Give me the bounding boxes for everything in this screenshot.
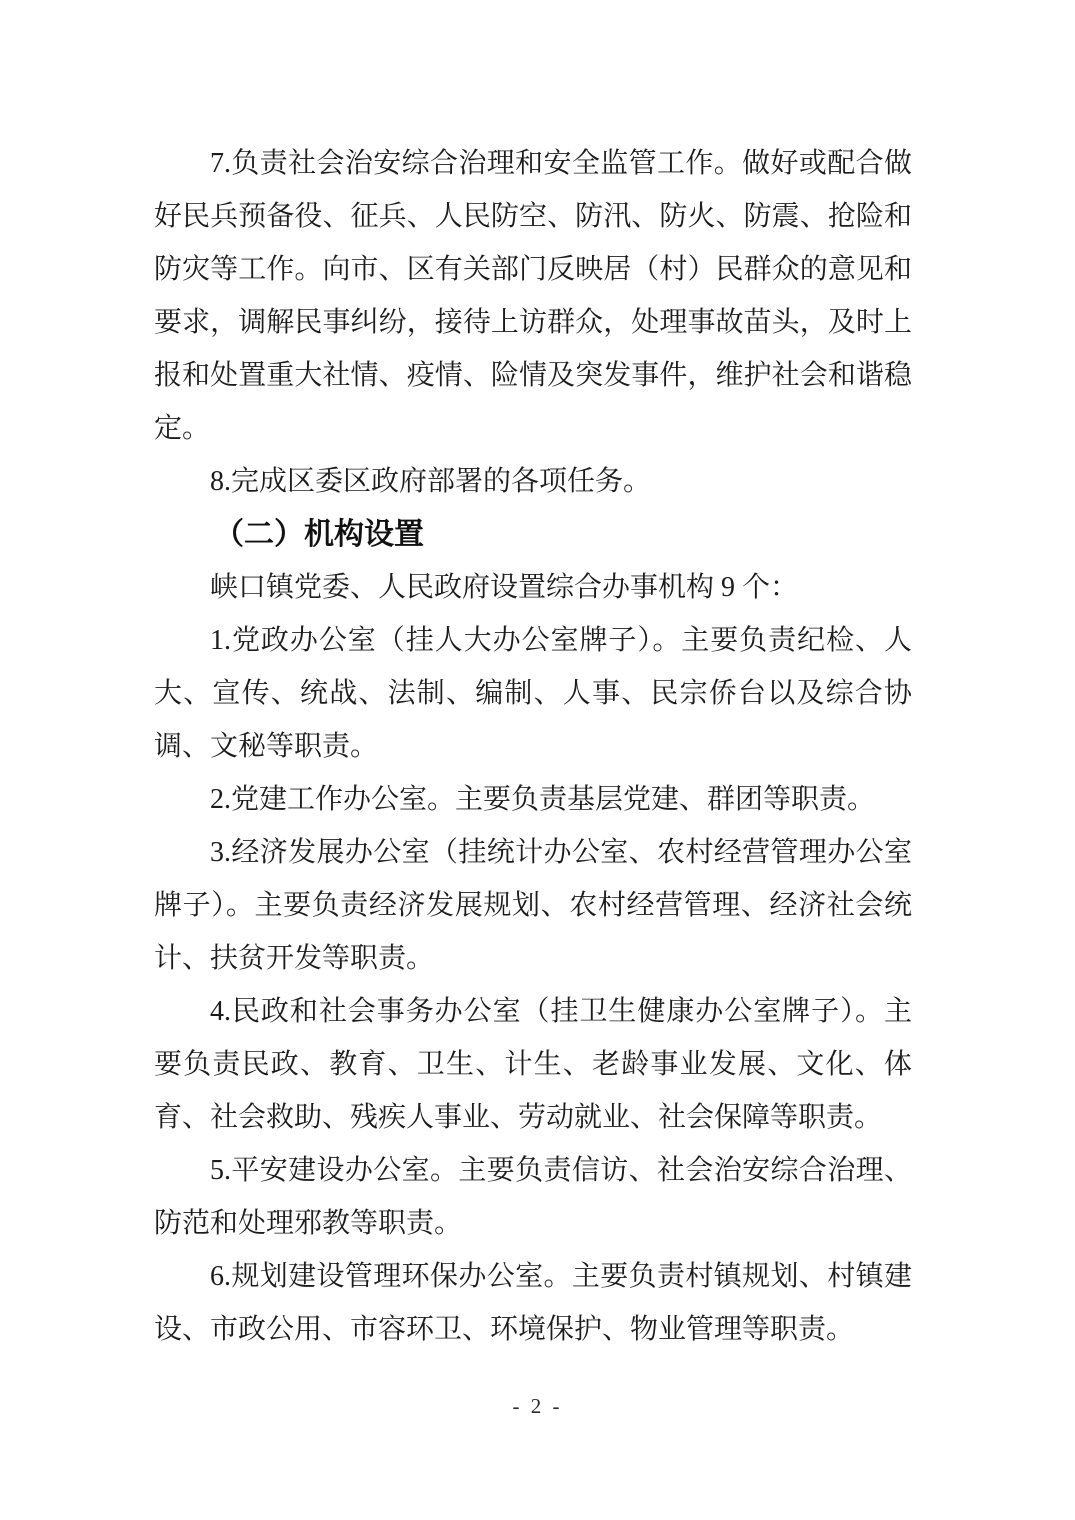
office-item-3: 3.经济发展办公室（挂统计办公室、农村经营管理办公室牌子）。主要负责经济发展规划、农村经营管理、经济社会统计、扶贫开发等职责。 [154, 837, 912, 974]
document-body [154, 137, 912, 1356]
page-footer [0, 1392, 1075, 1420]
office-item-6: 6.规划建设管理环保办公室。主要负责村镇规划、村镇建设、市政公用、市容环卫、环境保护、物业管理等职责。 [154, 1261, 912, 1345]
paragraph-duty-7: 7.负责社会治安综合治理和安全监管工作。做好或配合做好民兵预备役、征兵、人民防空、防汛、防火、防震、抢险和防灾等工作。向市、区有关部门反映居（村）民群众的意见和要求，调解民事纠纷，接待上访群众，处理事故苗头，及时上报和处置重大社情、疫情、险情及突发事件，维护社会和谐稳定。 [154, 148, 912, 444]
page-number: - 2 - [512, 1394, 563, 1418]
office-item-2: 2.党建工作办公室。主要负责基层党建、群团等职责。 [210, 784, 876, 815]
intro-line: 峡口镇党委、人民政府设置综合办事机构 9 个： [210, 572, 799, 603]
paragraph-duty-8: 8.完成区委区政府部署的各项任务。 [210, 466, 652, 497]
office-item-1: 1.党政办公室（挂人大办公室牌子）。主要负责纪检、人大、宣传、统战、法制、编制、人事、民宗侨台以及综合协调、文秘等职责。 [154, 625, 912, 762]
section-heading: （二）机构设置 [214, 518, 424, 551]
office-item-4: 4.民政和社会事务办公室（挂卫生健康办公室牌子）。主要负责民政、教育、卫生、计生、老龄事业发展、文化、体育、社会救助、残疾人事业、劳动就业、社会保障等职责。 [154, 996, 912, 1133]
office-item-5: 5.平安建设办公室。主要负责信访、社会治安综合治理、防范和处理邪教等职责。 [154, 1155, 912, 1239]
